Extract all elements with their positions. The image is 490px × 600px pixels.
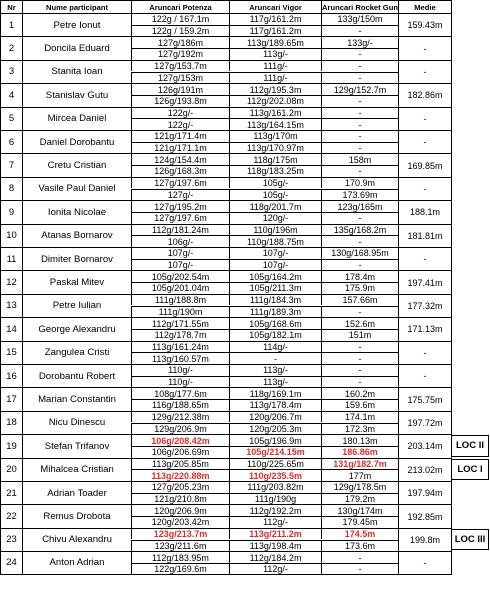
throw-pot-cell: 105g/201.04m [131, 282, 229, 294]
participant-nr: 12 [0, 270, 22, 293]
participant-medie: 182.86m [398, 83, 452, 106]
throw-pot-cell: 124g/154.4m [131, 153, 229, 165]
throw-rock-cell: 130g/174m [321, 504, 398, 516]
throw-rock-cell: 186.86m [321, 446, 398, 458]
participant-nr: 13 [0, 294, 22, 317]
participant-medie: 177.32m [398, 294, 452, 317]
participant-nr: 9 [0, 200, 22, 223]
throw-pot-cell: 127g/197.6m [131, 212, 229, 224]
throw-rock-cell: - [321, 72, 398, 84]
throw-rock-cell: 133g/150m [321, 13, 398, 25]
throw-pot-cell: 107g/- [131, 247, 229, 259]
throw-pot-cell: 112g/181.24m [131, 224, 229, 236]
throw-vig-cell: 113g/- [229, 364, 321, 376]
throw-pot-cell: 113g/160.57m [131, 352, 229, 364]
participant-name: Cretu Cristian [22, 153, 131, 176]
throw-rock-cell: - [321, 48, 398, 60]
throw-rock-cell: - [321, 60, 398, 72]
participant-medie: 181.81m [398, 224, 452, 247]
participant-nr: 10 [0, 224, 22, 247]
participant-medie: 197.41m [398, 270, 452, 293]
throw-vig-cell: 107g/- [229, 259, 321, 271]
participant-nr: 21 [0, 481, 22, 504]
throw-vig-cell: 113g/- [229, 376, 321, 388]
participant-name: Paskal Mitev [22, 270, 131, 293]
throw-rock-cell: - [321, 25, 398, 37]
throw-rock-cell: - [321, 341, 398, 353]
throw-rock-cell: - [321, 364, 398, 376]
participant-nr: 14 [0, 317, 22, 340]
participant-medie: 159.43m [398, 13, 452, 36]
participant-name: Nicu Dinescu [22, 411, 131, 434]
header-nr: Nr [0, 0, 22, 13]
participant-medie: 213.02m [398, 458, 452, 481]
participant-name: Petre Iulian [22, 294, 131, 317]
throw-rock-cell: 158m [321, 153, 398, 165]
participant-medie: - [398, 177, 452, 200]
participant-name: Dorobantu Robert [22, 364, 131, 387]
participant-name: Ionita Nicolae [22, 200, 131, 223]
throw-pot-cell: 106g/208.42m [131, 434, 229, 446]
participant-name: Zangulea Cristi [22, 341, 131, 364]
throw-vig-cell: 113g/- [229, 48, 321, 60]
throw-vig-cell: 112g/192.2m [229, 504, 321, 516]
participant-name: Stanita Ioan [22, 60, 131, 83]
throw-rock-cell: - [321, 130, 398, 142]
participant-medie: 197.72m [398, 411, 452, 434]
throw-vig-cell: 111g/189.3m [229, 306, 321, 318]
throw-vig-cell: 105g/182.1m [229, 329, 321, 341]
place-badge: LOC III [451, 529, 489, 550]
participant-name: Adrian Toader [22, 481, 131, 504]
throw-pot-cell: 121g/171.4m [131, 130, 229, 142]
throw-rock-cell: - [321, 107, 398, 119]
throw-pot-cell: 129g/206.9m [131, 423, 229, 435]
participant-nr: 22 [0, 504, 22, 527]
throw-pot-cell: 127g/153m [131, 72, 229, 84]
throw-vig-cell: 112g/184.2m [229, 551, 321, 563]
throw-rock-cell: 173.69m [321, 189, 398, 201]
participant-nr: 3 [0, 60, 22, 83]
participant-medie: 169.85m [398, 153, 452, 176]
throw-pot-cell: 122g/- [131, 107, 229, 119]
throw-rock-cell: 175.9m [321, 282, 398, 294]
throw-pot-cell: 113g/220.88m [131, 469, 229, 481]
participant-nr: 15 [0, 341, 22, 364]
throw-pot-cell: 120g/206.9m [131, 504, 229, 516]
throw-vig-cell: 105g/214.15m [229, 446, 321, 458]
throw-vig-cell: 105g/196.9m [229, 434, 321, 446]
throw-vig-cell: 110g/188.75m [229, 235, 321, 247]
throw-pot-cell: 113g/205.85m [131, 458, 229, 470]
participant-name: Dimiter Bornarov [22, 247, 131, 270]
throw-rock-cell: 133g/- [321, 36, 398, 48]
throw-rock-cell: 123g/165m [321, 200, 398, 212]
throw-rock-cell: - [321, 165, 398, 177]
throw-pot-cell: 127g/186m [131, 36, 229, 48]
throw-vig-cell: 111g/190g [229, 493, 321, 505]
throw-pot-cell: 116g/188.65m [131, 399, 229, 411]
throw-pot-cell: 112g/183.95m [131, 551, 229, 563]
throw-rock-cell: - [321, 551, 398, 563]
throw-rock-cell: - [321, 235, 398, 247]
participant-medie: - [398, 60, 452, 83]
place-badge: LOC I [451, 459, 489, 480]
throw-rock-cell: 172.3m [321, 423, 398, 435]
throw-pot-cell: 107g/- [131, 259, 229, 271]
throw-vig-cell: 113g/161.2m [229, 107, 321, 119]
throw-pot-cell: 123g/213.7m [131, 528, 229, 540]
throw-vig-cell: 113g/164.15m [229, 118, 321, 130]
participant-name: Atanas Bornarov [22, 224, 131, 247]
throw-pot-cell: 108g/177.6m [131, 387, 229, 399]
throw-vig-cell: 120g/- [229, 212, 321, 224]
throw-pot-cell: 110g/- [131, 364, 229, 376]
throw-rock-cell: 174.1m [321, 411, 398, 423]
throw-vig-cell: 113g/211.2m [229, 528, 321, 540]
participant-nr: 19 [0, 434, 22, 457]
throw-rock-cell: - [321, 259, 398, 271]
throw-vig-cell: 113g/198.4m [229, 540, 321, 552]
throw-pot-cell: 112g/171.55m [131, 317, 229, 329]
throw-pot-cell: 122g / 159.2m [131, 25, 229, 37]
throw-vig-cell: 113g/178.4m [229, 399, 321, 411]
throw-rock-cell: 174.5m [321, 528, 398, 540]
throw-rock-cell: 151m [321, 329, 398, 341]
header-potenza: Aruncari Potenza [131, 0, 229, 13]
throw-vig-cell: 111g/184.3m [229, 294, 321, 306]
participant-name: Daniel Dorobantu [22, 130, 131, 153]
throw-pot-cell: 111g/188.8m [131, 294, 229, 306]
throw-pot-cell: 126g/168.3m [131, 165, 229, 177]
throw-pot-cell: 129g/212.38m [131, 411, 229, 423]
participant-nr: 20 [0, 458, 22, 481]
throw-vig-cell: 107g/- [229, 247, 321, 259]
participant-medie: - [398, 36, 452, 59]
throw-vig-cell: 110g/235.5m [229, 469, 321, 481]
throw-rock-cell: 170.9m [321, 177, 398, 189]
throw-pot-cell: 121g/171.1m [131, 142, 229, 154]
throw-rock-cell: 177m [321, 469, 398, 481]
participant-medie: - [398, 551, 452, 574]
throw-vig-cell: 110g/196m [229, 224, 321, 236]
throw-rock-cell: - [321, 306, 398, 318]
throw-rock-cell: 130g/168.95m [321, 247, 398, 259]
participant-name: Marian Constantin [22, 387, 131, 410]
participant-name: Petre Ionut [22, 13, 131, 36]
throw-vig-cell: 112g/195.3m [229, 83, 321, 95]
participant-name: Doncila Eduard [22, 36, 131, 59]
throw-pot-cell: 127g/192m [131, 48, 229, 60]
throw-vig-cell: 117g/161.2m [229, 13, 321, 25]
throw-pot-cell: 112g/178.7m [131, 329, 229, 341]
header-medie: Medie [398, 0, 452, 13]
participant-medie: 199.8m [398, 528, 452, 551]
participant-name: Anton Adrian [22, 551, 131, 574]
place-badge: LOC II [451, 435, 489, 456]
throw-pot-cell: 106g/206.69m [131, 446, 229, 458]
participant-medie: - [398, 364, 452, 387]
participant-nr: 17 [0, 387, 22, 410]
throw-pot-cell: 110g/- [131, 376, 229, 388]
throw-pot-cell: 127g/195.2m [131, 200, 229, 212]
participant-name: Remus Drobota [22, 504, 131, 527]
throw-pot-cell: 113g/161.24m [131, 341, 229, 353]
throw-pot-cell: 126g/191m [131, 83, 229, 95]
participant-medie: 188.1m [398, 200, 452, 223]
throw-rock-cell: 159.6m [321, 399, 398, 411]
participant-medie: 203.14m [398, 434, 452, 457]
participant-medie: 197.94m [398, 481, 452, 504]
throw-vig-cell: 118g/201.7m [229, 200, 321, 212]
throw-rock-cell: 179.45m [321, 516, 398, 528]
throw-vig-cell: 117g/161.2m [229, 25, 321, 37]
throw-rock-cell: - [321, 563, 398, 575]
participant-medie: - [398, 107, 452, 130]
throw-vig-cell: 120g/206.7m [229, 411, 321, 423]
throw-vig-cell: 111g/203.82m [229, 481, 321, 493]
throw-pot-cell: 127g/153.7m [131, 60, 229, 72]
participant-nr: 24 [0, 551, 22, 574]
participant-nr: 11 [0, 247, 22, 270]
participant-nr: 6 [0, 130, 22, 153]
throw-vig-cell: 118g/183.25m [229, 165, 321, 177]
throw-vig-cell: 112g/- [229, 516, 321, 528]
throw-rock-cell: - [321, 95, 398, 107]
throw-pot-cell: 127g/205.23m [131, 481, 229, 493]
throw-pot-cell: 122g/- [131, 118, 229, 130]
participant-medie: 175.75m [398, 387, 452, 410]
throw-vig-cell: 111g/- [229, 60, 321, 72]
throw-pot-cell: 122g / 167.1m [131, 13, 229, 25]
throw-rock-cell: 160.2m [321, 387, 398, 399]
throw-rock-cell: - [321, 142, 398, 154]
participant-name: Stanislav Gutu [22, 83, 131, 106]
throw-pot-cell: 127g/- [131, 189, 229, 201]
participant-medie: - [398, 247, 452, 270]
throw-rock-cell: 157.66m [321, 294, 398, 306]
throw-pot-cell: 126g/193.8m [131, 95, 229, 107]
participant-nr: 18 [0, 411, 22, 434]
throw-vig-cell: 105g/211.3m [229, 282, 321, 294]
throw-rock-cell: - [321, 118, 398, 130]
throw-rock-cell: 178.4m [321, 270, 398, 282]
throw-vig-cell: 114g/- [229, 341, 321, 353]
throw-pot-cell: 127g/197.6m [131, 177, 229, 189]
throw-rock-cell: - [321, 352, 398, 364]
throw-vig-cell: 112g/- [229, 563, 321, 575]
throw-pot-cell: 123g/211.6m [131, 540, 229, 552]
throw-vig-cell: - [229, 352, 321, 364]
throw-rock-cell: 131g/182.7m [321, 458, 398, 470]
participant-nr: 7 [0, 153, 22, 176]
participant-medie: - [398, 341, 452, 364]
throw-vig-cell: 105g/- [229, 189, 321, 201]
throw-vig-cell: 105g/168.6m [229, 317, 321, 329]
throw-rock-cell: 129g/178.5m [321, 481, 398, 493]
throw-rock-cell: 152.6m [321, 317, 398, 329]
participant-nr: 4 [0, 83, 22, 106]
participant-medie: - [398, 130, 452, 153]
participant-name: Mihalcea Cristian [22, 458, 131, 481]
throw-vig-cell: 105g/- [229, 177, 321, 189]
header-vigor: Aruncari Vigor [229, 0, 321, 13]
participant-nr: 8 [0, 177, 22, 200]
participant-nr: 23 [0, 528, 22, 551]
header-name: Nume participant [22, 0, 131, 13]
throw-pot-cell: 120g/203.42m [131, 516, 229, 528]
throw-pot-cell: 105g/202.54m [131, 270, 229, 282]
participant-medie: 192.85m [398, 504, 452, 527]
throw-rock-cell: - [321, 376, 398, 388]
throw-vig-cell: 113g/170.97m [229, 142, 321, 154]
throw-pot-cell: 111g/190m [131, 306, 229, 318]
participant-name: Chivu Alexandru [22, 528, 131, 551]
participant-name: George Alexandru [22, 317, 131, 340]
throw-vig-cell: 118g/169.1m [229, 387, 321, 399]
header-rocket-gun: Aruncari Rocket Gun [321, 0, 398, 13]
throw-pot-cell: 106g/- [131, 235, 229, 247]
throw-rock-cell: - [321, 212, 398, 224]
participant-name: Stefan Trifanov [22, 434, 131, 457]
participant-name: Mircea Daniel [22, 107, 131, 130]
throw-vig-cell: 113g/170m [229, 130, 321, 142]
throw-rock-cell: 135g/168.2m [321, 224, 398, 236]
throw-rock-cell: 179.2m [321, 493, 398, 505]
throw-vig-cell: 105g/164.2m [229, 270, 321, 282]
participant-medie: 171.13m [398, 317, 452, 340]
throw-rock-cell: 180.13m [321, 434, 398, 446]
throw-rock-cell: 129g/152.7m [321, 83, 398, 95]
participant-nr: 2 [0, 36, 22, 59]
participant-nr: 1 [0, 13, 22, 36]
throw-vig-cell: 111g/- [229, 72, 321, 84]
throw-vig-cell: 112g/202.08m [229, 95, 321, 107]
throw-rock-cell: 173.6m [321, 540, 398, 552]
participant-nr: 16 [0, 364, 22, 387]
throw-pot-cell: 122g/169.6m [131, 563, 229, 575]
participant-nr: 5 [0, 107, 22, 130]
participant-name: Vasile Paul Daniel [22, 177, 131, 200]
throw-vig-cell: 110g/225.65m [229, 458, 321, 470]
throw-pot-cell: 121g/210.8m [131, 493, 229, 505]
throw-vig-cell: 118g/175m [229, 153, 321, 165]
throw-vig-cell: 120g/205.3m [229, 423, 321, 435]
throw-vig-cell: 113g/189.65m [229, 36, 321, 48]
